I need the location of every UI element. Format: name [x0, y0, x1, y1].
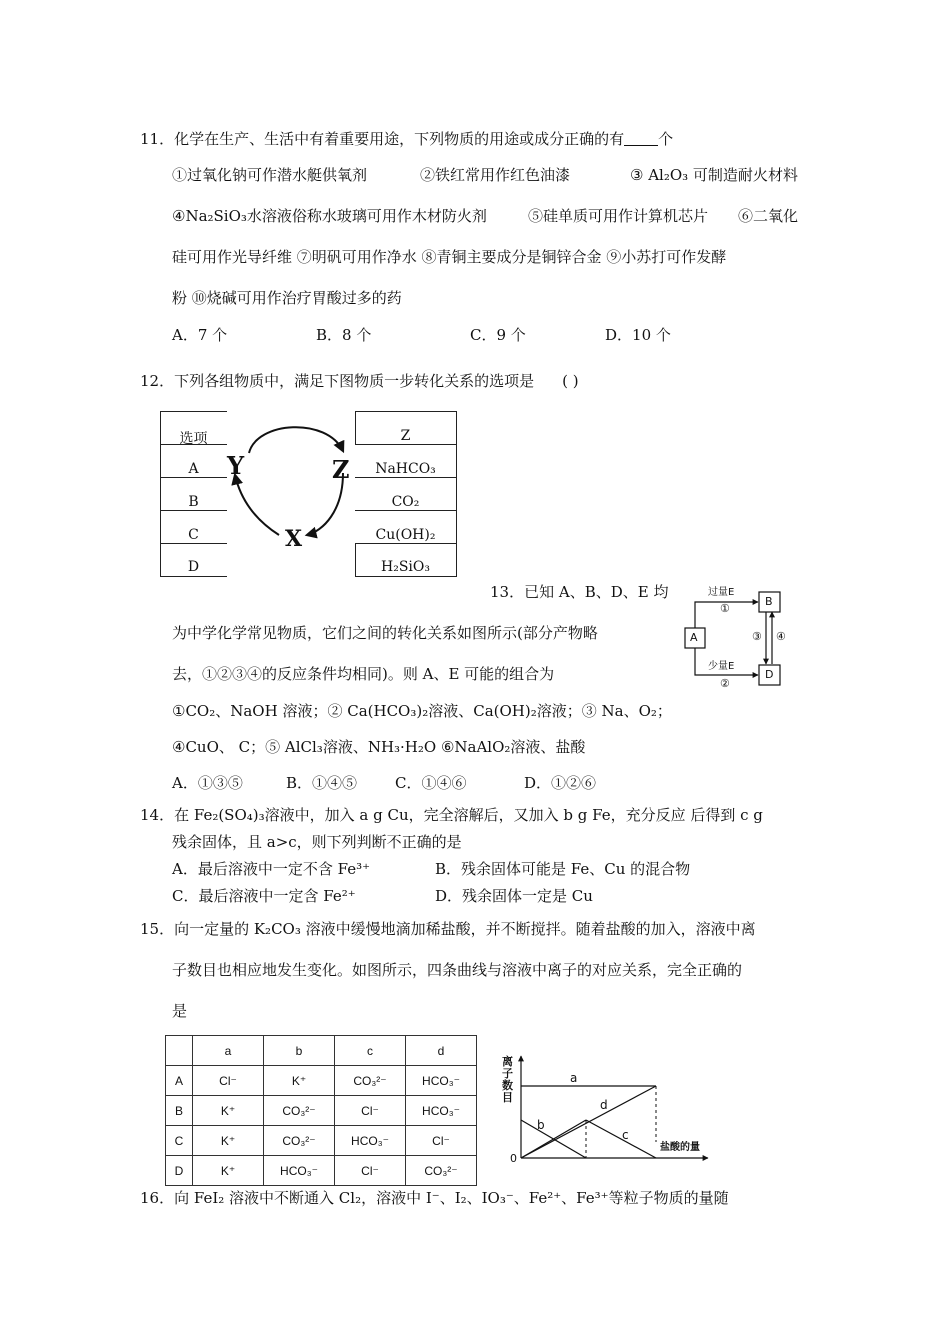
q13-stem-first: 13．已知 A、B、D、E 均: [490, 583, 669, 601]
q14-line-1: 14．在 Fe₂(SO₄)₃溶液中，加入 a g Cu，完全溶解后，又加入 b g Fe，充分反应 后得到 c g: [140, 806, 763, 824]
q12-cycle-x: X: [285, 526, 303, 552]
q15-label-c: c: [622, 1128, 629, 1142]
q11-option-d: D．10 个: [605, 326, 671, 344]
q15-origin: 0: [510, 1152, 517, 1165]
table-row: [166, 1066, 477, 1096]
q13-node-b: B: [765, 595, 773, 608]
q13-line-4: ①CO₂、NaOH 溶液；② Ca(HCO₃)₂溶液、Ca(OH)₂溶液；③ Na、O₂；: [172, 702, 672, 720]
q11-item-5: ⑤硅单质可用作计算机芯片: [528, 207, 709, 225]
q13-label-step-4: ④: [776, 630, 786, 643]
q15-cell: CO₃²⁻: [264, 1126, 335, 1156]
q11-stem: [140, 128, 673, 149]
table-row: [166, 1126, 477, 1156]
q15-cell: K⁺: [264, 1066, 335, 1096]
q11-item-3: ③ Al₂O₃ 可制造耐火材料: [630, 166, 798, 184]
q12-header-option: 选项: [179, 431, 208, 447]
q12-row-a-label: A: [188, 461, 199, 477]
q15-header-blank: [166, 1036, 193, 1066]
table-row: [166, 1096, 477, 1126]
q13-option-d: D．①②⑥: [524, 774, 597, 792]
q12-stem-text: 12．下列各组物质中，满足下图物质一步转化关系的选项是: [140, 372, 535, 390]
q12-stem: [140, 370, 579, 391]
q13-option-b: B．①④⑤: [286, 774, 358, 792]
q13-node-a: A: [690, 631, 698, 644]
q11-option-a: A．7 个: [172, 326, 228, 344]
q13-line-3: 去，①②③④的反应条件均相同)。则 A、E 可能的组合为: [172, 665, 555, 683]
q13-label-step-2: ②: [720, 677, 730, 690]
q14-option-b: B．残余固体可能是 Fe、Cu 的混合物: [435, 860, 691, 878]
q15-line-3: 是: [172, 1002, 188, 1020]
q14-line-2: 残余固体，且 a>c，则下列判断不正确的是: [172, 833, 462, 851]
q14-option-a: A．最后溶液中一定不含 Fe³⁺: [172, 860, 370, 878]
q13-label-step-1: ①: [720, 602, 730, 615]
q12-row-d-z: H₂SiO₃: [381, 559, 430, 575]
q15-cell: Cl⁻: [193, 1066, 264, 1096]
q15-table: [165, 1035, 477, 1186]
q13-option-c: C．①④⑥: [395, 774, 467, 792]
q12-row-d-label: D: [187, 559, 200, 575]
q15-x-label: 盐酸的量: [660, 1142, 700, 1153]
q11-item-4: ④Na₂SiO₃水溶液俗称水玻璃可用作木材防火剂: [172, 207, 487, 225]
q15-line-1: 15．向一定量的 K₂CO₃ 溶液中缓慢地滴加稀盐酸，并不断搅拌。随着盐酸的加入，溶液中离: [140, 920, 756, 938]
q12-cycle-background: [227, 411, 355, 577]
q15-header-b: b: [264, 1036, 335, 1066]
q15-header-a: a: [193, 1036, 264, 1066]
q15-cell: Cl⁻: [335, 1156, 406, 1186]
q11-option-b: B．8 个: [316, 326, 372, 344]
q16-line-1: 16．向 FeI₂ 溶液中不断通入 Cl₂，溶液中 I⁻、I₂、IO₃⁻、Fe²⁺、Fe³⁺等粒子物质的量随: [140, 1189, 729, 1207]
q12-answer-paren: ( ): [562, 372, 579, 390]
q12-header-z: Z: [400, 428, 411, 444]
q15-label-b: b: [537, 1118, 545, 1132]
q15-label-d: d: [600, 1098, 608, 1112]
q12-row-c-z: Cu(OH)₂: [375, 527, 436, 543]
q15-cell: HCO₃⁻: [264, 1156, 335, 1186]
q14-option-c: C．最后溶液中一定含 Fe²⁺: [172, 887, 356, 905]
q11-option-c: C．9 个: [470, 326, 526, 344]
q15-cell: Cl⁻: [335, 1096, 406, 1126]
q13-label-step-3: ③: [752, 630, 762, 643]
q15-cell: HCO₃⁻: [406, 1096, 477, 1126]
q12-cycle-diagram: [227, 411, 355, 577]
q15-cell: K⁺: [193, 1126, 264, 1156]
q12-cycle-y: Y: [227, 451, 245, 480]
q14-option-d: D．残余固体一定是 Cu: [435, 887, 593, 905]
q15-table-header: [166, 1036, 477, 1066]
q15-cell: CO₃²⁻: [406, 1156, 477, 1186]
q13-option-a: A．①③⑤: [172, 774, 243, 792]
q11-line-4: 粉 ⑩烧碱可用作治疗胃酸过多的药: [172, 289, 402, 307]
q11-line-3: 硅可用作光导纤维 ⑦明矾可用作净水 ⑧青铜主要成分是铜锌合金 ⑨小苏打可作发酵: [172, 248, 727, 266]
table-row: [166, 1156, 477, 1186]
q13-node-d: D: [765, 668, 774, 681]
q15-cell: K⁺: [193, 1096, 264, 1126]
q13-label-excess-e: 过量E: [708, 587, 735, 598]
q15-header-c: c: [335, 1036, 406, 1066]
q15-cell: Cl⁻: [406, 1126, 477, 1156]
q15-row-label: A: [166, 1066, 193, 1096]
q11-stem-unit: 个: [658, 130, 674, 148]
q15-cell: CO₃²⁻: [335, 1066, 406, 1096]
q12-row-b-label: B: [188, 494, 199, 510]
q15-y-label: 离子数目: [502, 1055, 513, 1104]
q11-item-6: ⑥二氧化: [738, 207, 799, 225]
q15-cell: CO₃²⁻: [264, 1096, 335, 1126]
q13-label-little-e: 少量E: [708, 661, 735, 672]
q15-row-label: C: [166, 1126, 193, 1156]
q12-row-a-z: NaHCO₃: [375, 461, 436, 477]
q11-item-1: ①过氧化钠可作潜水艇供氧剂: [172, 166, 368, 184]
q12-row-b-z: CO₂: [391, 494, 420, 510]
q12-table: [160, 411, 457, 577]
q15-graph: [496, 1052, 716, 1170]
q15-row-label: D: [166, 1156, 193, 1186]
q13-diagram: [678, 582, 788, 692]
q13-line-5: ④CuO、 C；⑤ AlCl₃溶液、NH₃·H₂O ⑥NaAlO₂溶液、盐酸: [172, 738, 586, 756]
q11-stem-text: 11．化学在生产、生活中有着重要用途，下列物质的用途或成分正确的有: [140, 130, 625, 148]
q11-item-2: ②铁红常用作红色油漆: [420, 166, 571, 184]
q12-cycle-z: Z: [332, 455, 350, 484]
q13-line-2: 为中学化学常见物质，它们之间的转化关系如图所示(部分产物略: [172, 624, 598, 642]
q15-cell: K⁺: [193, 1156, 264, 1186]
q15-row-label: B: [166, 1096, 193, 1126]
q15-cell: HCO₃⁻: [406, 1066, 477, 1096]
q15-cell: HCO₃⁻: [335, 1126, 406, 1156]
q15-curve-c-fall: [586, 1120, 656, 1158]
q15-line-2: 子数目也相应地发生变化。如图所示，四条曲线与溶液中离子的对应关系，完全正确的: [172, 961, 743, 979]
q15-label-a: a: [570, 1071, 578, 1085]
q12-table-border: [456, 411, 457, 577]
q15-header-d: d: [406, 1036, 477, 1066]
q11-answer-blank: [624, 131, 658, 146]
q12-row-c-label: C: [188, 527, 199, 543]
